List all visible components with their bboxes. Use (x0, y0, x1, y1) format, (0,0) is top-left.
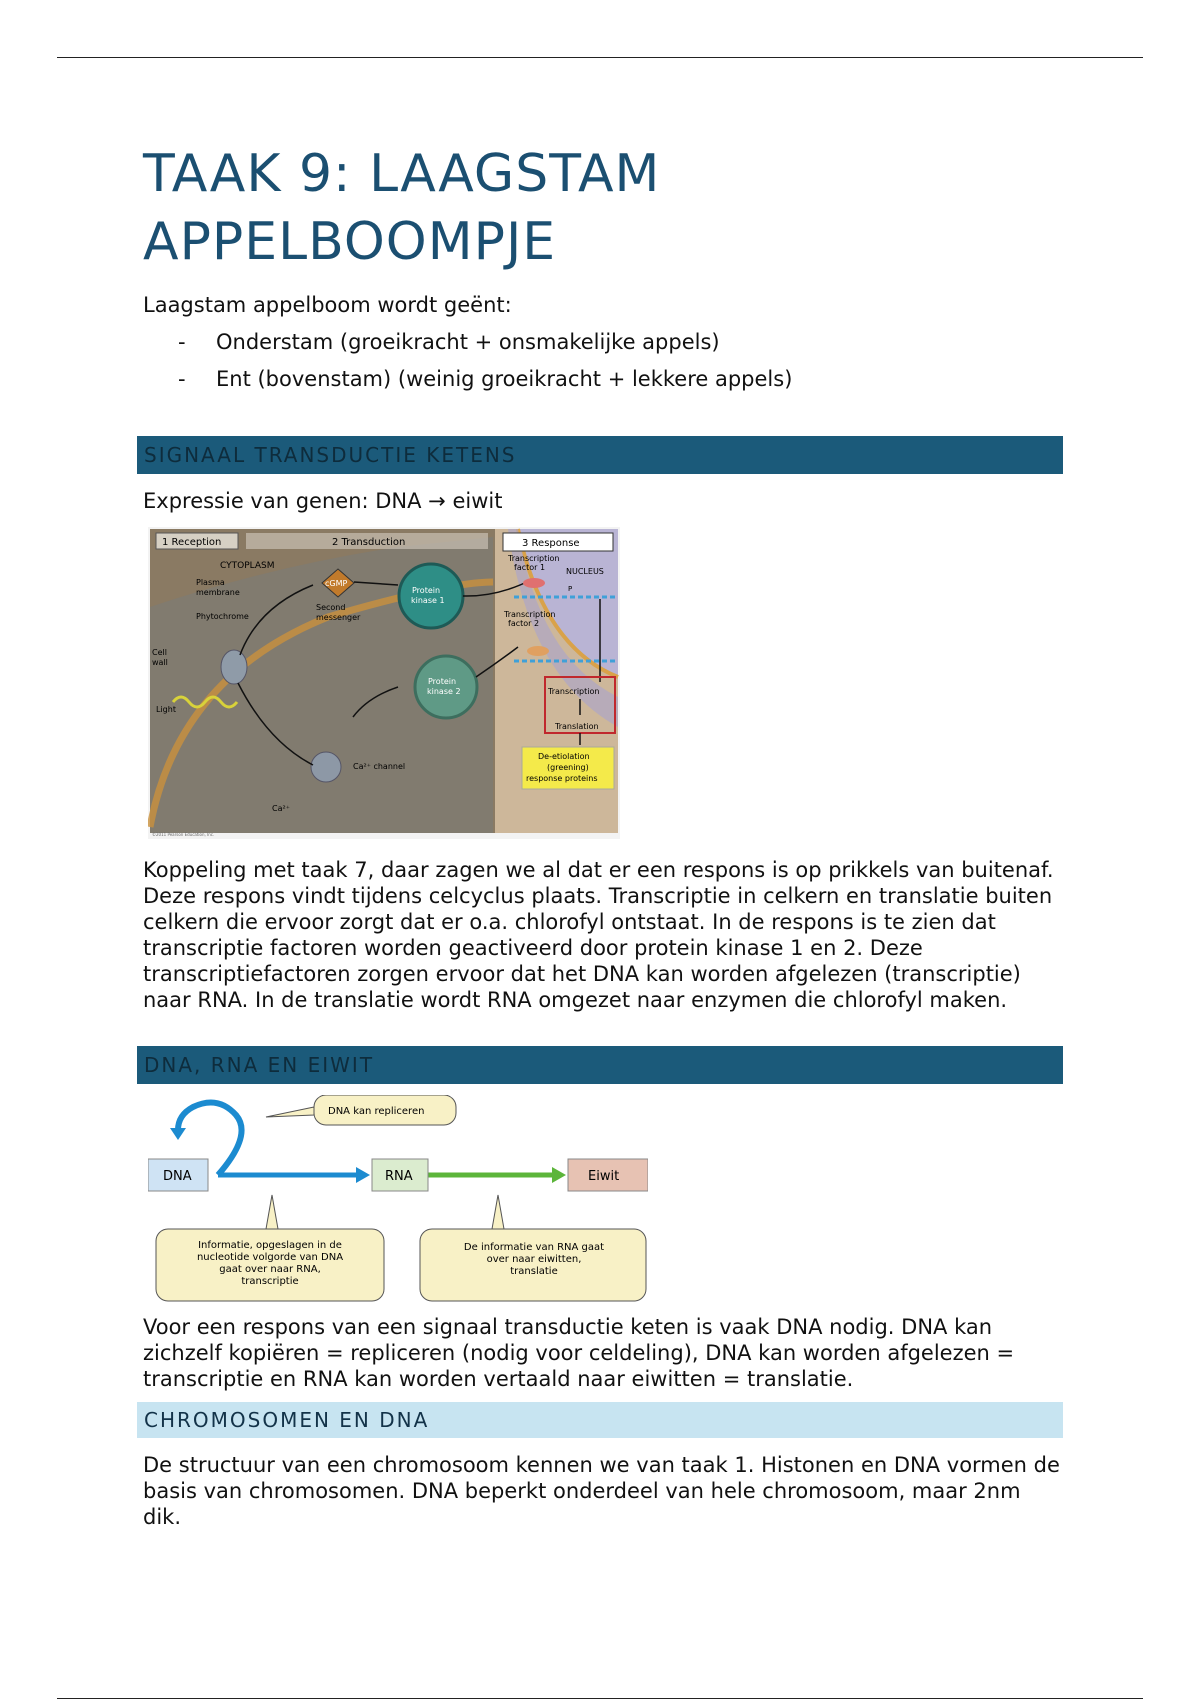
deetiolation-label-2: (greening) (547, 763, 589, 772)
section3-paragraph: De structuur van een chromosoom kennen we van taak 1. Histonen en DNA vormen de basis van chromosomen. DNA beperkt onderdeel van hele chromosoom, maar 2nm dik. (143, 1453, 1060, 1529)
translation-label: Translation (555, 722, 599, 731)
plasma-membrane-label-1: Plasma (196, 578, 225, 587)
header-rule (57, 57, 1143, 58)
ca-channel-label: Ca²⁺ channel (353, 762, 406, 771)
section-heading-dna-rna: DNA, RNA EN EIWIT (137, 1046, 1063, 1084)
page-title-line-1: TAAK 9: LAAGSTAM (143, 144, 661, 204)
tf2-label-2: factor 2 (508, 619, 540, 628)
dna-box-label: DNA (163, 1169, 192, 1184)
info-callout-line: De informatie van RNA gaat (463, 1242, 605, 1253)
cell-wall-label-2: wall (152, 658, 168, 667)
second-messenger-label-1: Second (316, 603, 346, 612)
light-label: Light (156, 705, 176, 714)
plasma-membrane-label-2: membrane (196, 588, 240, 597)
section-heading-signal: SIGNAAL TRANSDUCTIE KETENS (137, 436, 1063, 474)
tf1-label-2: factor 1 (514, 563, 546, 572)
protein-kinase-1-label-1: Protein (412, 586, 441, 595)
list-dash: - (178, 330, 186, 354)
cgmp-label: cGMP (325, 579, 348, 588)
deetiolation-label-1: De-etiolation (538, 752, 590, 761)
stage-reception-label: 1 Reception (162, 537, 222, 548)
info-callout-line: gaat over naar RNA, (219, 1264, 321, 1275)
list-dash: - (178, 367, 186, 391)
list-item-text: Ent (bovenstam) (weinig groeikracht + lekkere appels) (216, 367, 793, 391)
replicate-callout-label: DNA kan repliceren (328, 1106, 425, 1117)
deetiolation-label-3: response proteins (526, 774, 598, 783)
phosphate-label: P (568, 585, 573, 593)
signal-transduction-figure (148, 527, 620, 839)
transcription-label: Transcription (548, 687, 600, 696)
protein-kinase-2-label-1: Protein (428, 677, 457, 686)
intro-text: Laagstam appelboom wordt geënt: (143, 293, 512, 317)
info-callout-line: Informatie, opgeslagen in de (198, 1240, 342, 1251)
rna-box-label: RNA (385, 1169, 413, 1184)
eiwit-box-label: Eiwit (588, 1169, 620, 1184)
nucleus-label: NUCLEUS (566, 567, 604, 576)
bullet-list (143, 325, 792, 399)
tf1-label-1: Transcription (508, 554, 560, 563)
cytoplasm-label: CYTOPLASM (220, 561, 275, 571)
stage-transduction-label: 2 Transduction (332, 537, 406, 548)
info-callout-line: transcriptie (241, 1276, 299, 1287)
protein-kinase-1-label-2: kinase 1 (411, 596, 445, 605)
dna-rna-eiwit-figure (148, 1095, 648, 1305)
second-messenger-label-2: messenger (316, 613, 361, 622)
copyright-label: ©2011 Pearson Education, Inc. (152, 832, 215, 837)
list-item-text: Onderstam (groeikracht + onsmakelijke appels) (216, 330, 720, 354)
footer-rule (57, 1698, 1143, 1699)
protein-kinase-2-label-2: kinase 2 (427, 687, 461, 696)
section-heading-chromosomen: CHROMOSOMEN EN DNA (137, 1402, 1063, 1438)
info-callout-line: translatie (510, 1266, 558, 1277)
cell-wall-label-1: Cell (152, 648, 167, 657)
section1-lead: Expressie van genen: DNA → eiwit (143, 489, 503, 513)
page-title (143, 140, 660, 276)
tf2-label-1: Transcription (504, 610, 556, 619)
list-item (143, 325, 792, 362)
phytochrome-label: Phytochrome (196, 612, 249, 621)
section1-paragraph: Koppeling met taak 7, daar zagen we al dat er een respons is op prikkels van buitenaf. Deze respons vindt tijdens celcyclus plaats. Transcriptie in celkern en translatie buiten celkern die ervoor zorgt dat er o.a. chlorofyl ontstaat. In de respons is te zien dat transcriptie factoren worden geactiveerd door protein kinase 1 en 2. Deze transcriptiefactoren zorgen ervoor dat het DNA kan worden afgelezen (transcriptie) naar RNA. In de translatie wordt RNA omgezet naar enzymen die chlorofyl maken. (143, 858, 1054, 1012)
ca-ion-label: Ca²⁺ (272, 804, 290, 813)
list-item (143, 362, 792, 399)
info-callout-line: over naar eiwitten, (486, 1254, 582, 1265)
info-callout-line: nucleotide volgorde van DNA (196, 1252, 344, 1263)
stage-response-label: 3 Response (522, 538, 580, 549)
page-title-line-2: APPELBOOMPJE (143, 212, 557, 272)
section2-paragraph: Voor een respons van een signaal transductie keten is vaak DNA nodig. DNA kan zichzelf kopiëren = repliceren (nodig voor celdeling), DNA kan worden afgelezen = transcriptie en RNA kan worden vertaald naar eiwitten = translatie. (143, 1315, 1015, 1391)
